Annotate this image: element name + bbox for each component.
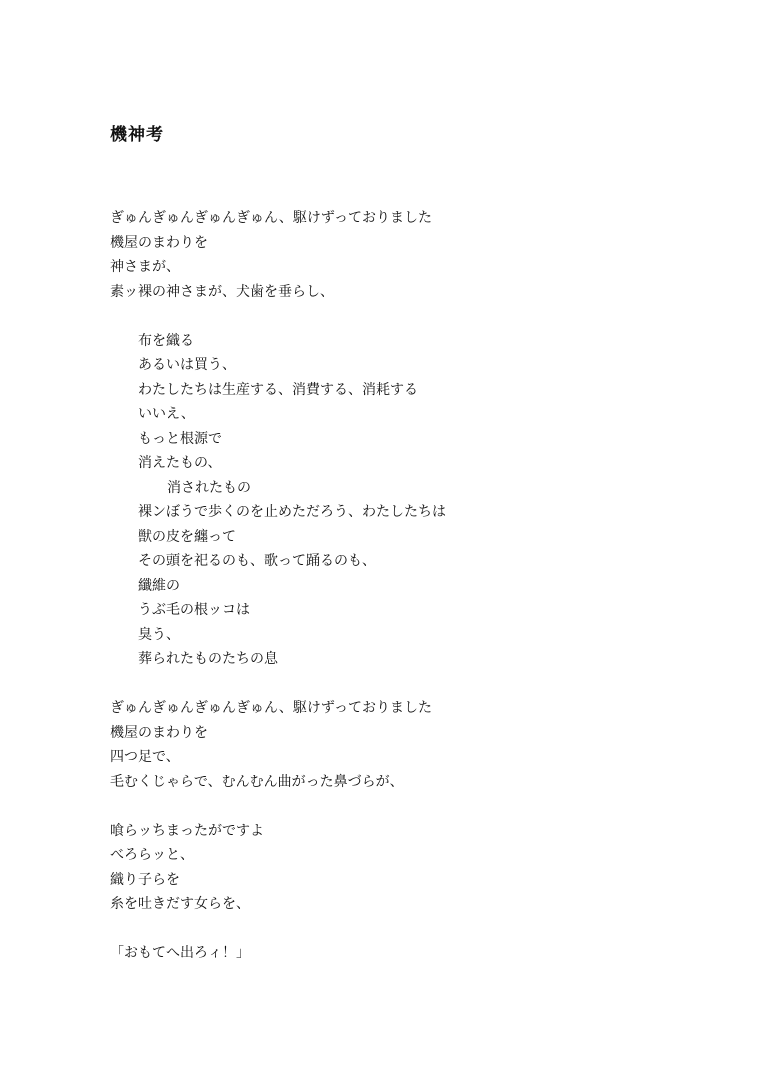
poem-line: べろらッと、 xyxy=(110,847,194,863)
poem-line: 消えたもの、 xyxy=(138,455,222,471)
poem-line: うぶ毛の根ッコは xyxy=(138,602,250,618)
poem-line: 喰らッちまったがですよ xyxy=(110,822,264,839)
poem-line: いいえ、 xyxy=(138,406,195,422)
poem-line: 臭う、 xyxy=(138,626,180,643)
poem-line: 織り子らを xyxy=(110,871,180,888)
poem-line: わたしたちは生産する、消費する、消耗する xyxy=(138,381,418,398)
poem-line: ぎゅんぎゅんぎゅんぎゅん、駆けずっておりました xyxy=(110,210,432,226)
poem-line: 消されたもの xyxy=(167,479,251,496)
stanza-break xyxy=(110,794,670,819)
poem-line: 四つ足で、 xyxy=(110,749,180,765)
poem-line: もっと根源で xyxy=(138,430,222,447)
poem-line: 機屋のまわりを xyxy=(110,724,208,741)
poem-line: 裸ンぼうで歩くのを止めただろう、わたしたちは xyxy=(138,504,446,520)
poem-line: 素ッ裸の神さまが、犬歯を垂らし、 xyxy=(110,283,334,300)
poem-line: 布を織る xyxy=(138,332,194,349)
poem-line: 「おもてへ出ろィ！」 xyxy=(110,945,250,961)
stanza-break xyxy=(110,672,670,697)
poem-line: 毛むくじゃらで、むんむん曲がった鼻づらが、 xyxy=(110,773,404,790)
stanza-break xyxy=(110,917,670,942)
poem-body xyxy=(110,206,670,966)
poem-title: 機神考 xyxy=(110,125,164,145)
poem-line: ぎゅんぎゅんぎゅんぎゅん、駆けずっておりました xyxy=(110,700,432,716)
poem-line: 糸を吐きだす女らを、 xyxy=(110,896,250,912)
poem-line: その頭を祀るのも、歌って踊るのも、 xyxy=(138,553,376,569)
poem-line: 纖維の xyxy=(138,577,180,594)
poem-line: 神さまが、 xyxy=(110,259,180,275)
poem-line: 獣の皮を纏って xyxy=(138,528,236,545)
poem-line: あるいは買う、 xyxy=(138,357,236,373)
poem-line: 葬られたものたちの息 xyxy=(138,651,278,667)
stanza-break xyxy=(110,304,670,329)
poem-line: 機屋のまわりを xyxy=(110,234,208,251)
